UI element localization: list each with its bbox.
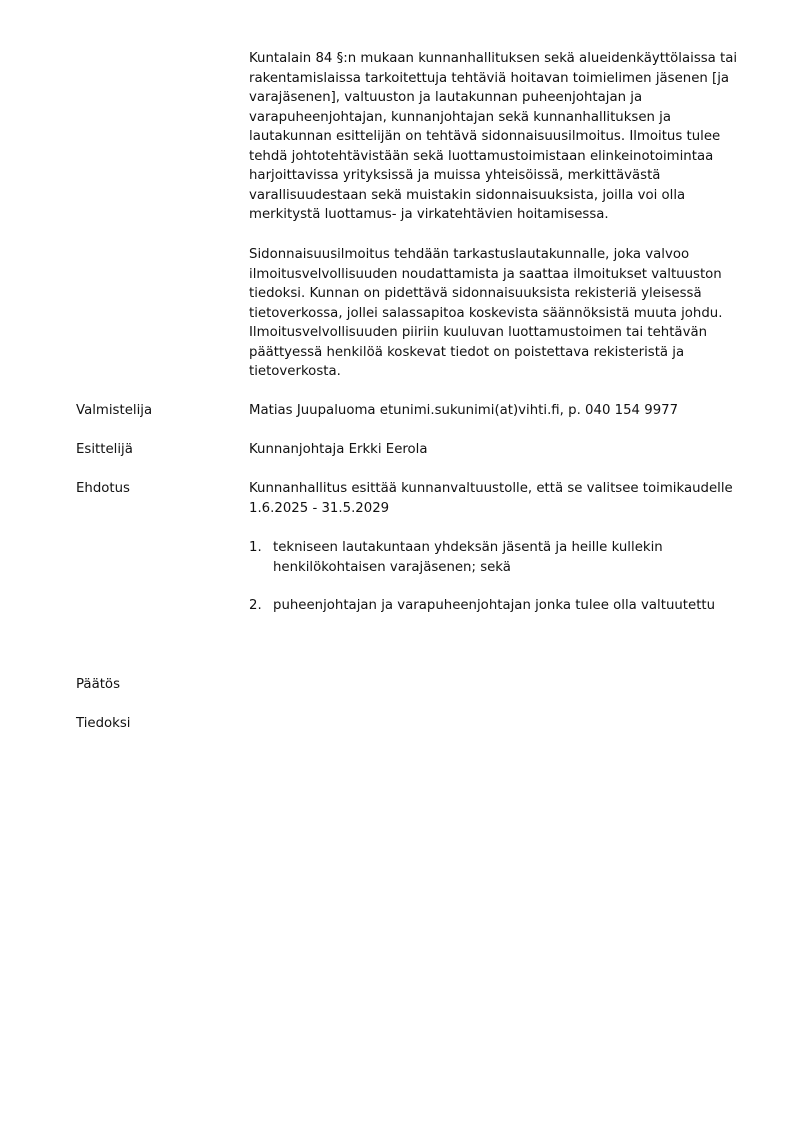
intro-paragraph-2 xyxy=(249,245,739,382)
valmistelija-value: Matias Juupaluoma etunimi.sukunimi(at)vihti.fi, p. 040 154 9977 xyxy=(249,403,679,418)
text-line: lautakunnan esittelijän on tehtävä sidonnaisuusilmoitus. Ilmoitus tulee xyxy=(249,129,721,144)
list-text xyxy=(273,596,739,616)
text-line: henkilökohtaisen varajäsenen; sekä xyxy=(273,559,511,575)
text-line: Kuntalain 84 §:n mukaan kunnanhallituksen sekä alueidenkäyttölaissa tai xyxy=(249,51,738,66)
text-line: Sidonnaisuusilmoitus tehdään tarkastuslautakunnalle, joka valvoo xyxy=(249,247,690,262)
esittelija-label: Esittelijä xyxy=(76,442,133,457)
ehdotus-label: Ehdotus xyxy=(76,481,130,496)
text-line: varajäsenen], valtuuston ja lautakunnan puheenjohtajan ja xyxy=(249,90,643,105)
text-line: rakentamislaissa tarkoitettuja tehtäviä hoitavan toimielimen jäsenen [ja xyxy=(249,70,730,86)
text-line: Kunnanhallitus esittää kunnanvaltuustolle, että se valitsee toimikaudelle xyxy=(249,481,733,496)
valmistelija-label: Valmistelija xyxy=(76,403,153,418)
text-line: tiedoksi. Kunnan on pidettävä sidonnaisuuksista rekisteriä yleisessä xyxy=(249,286,702,301)
list-item xyxy=(249,596,739,616)
text-line: varallisuudestaan sekä muistakin sidonnaisuuksista, joilla voi olla xyxy=(249,187,686,203)
text-line: tekniseen lautakuntaan yhdeksän jäsentä ja heille kullekin xyxy=(273,540,663,555)
text-line: päättyessä henkilöä koskevat tiedot on poistettava rekisteristä ja xyxy=(249,344,685,360)
text-line: Ilmoitusvelvollisuuden piiriin kuuluvan luottamustoimen tai tehtävän xyxy=(249,325,708,340)
list-item xyxy=(249,538,739,578)
text-line: ilmoitusvelvollisuuden noudattamista ja saattaa ilmoitukset valtuuston xyxy=(249,266,722,282)
text-line: varapuheenjohtajan, kunnanjohtajan sekä kunnanhallituksen ja xyxy=(249,109,672,125)
text-line: puheenjohtajan ja varapuheenjohtajan jonka tulee olla valtuutettu xyxy=(273,598,716,613)
text-line: tietoverkossa, jollei salassapitoa koskevista säännöksistä muuta johdu. xyxy=(249,305,723,321)
paatos-label: Päätös xyxy=(76,677,120,692)
list-number: 2. xyxy=(249,598,262,613)
text-line: tietoverkosta. xyxy=(249,364,341,379)
ehdotus-value xyxy=(249,479,739,518)
esittelija-value: Kunnanjohtaja Erkki Eerola xyxy=(249,442,428,457)
tiedoksi-label: Tiedoksi xyxy=(76,716,131,731)
intro-paragraph-1 xyxy=(249,49,739,225)
text-line: harjoittavissa yrityksissä ja muissa yhteisöissä, merkittävästä xyxy=(249,168,661,183)
text-line: merkitystä luottamus- ja virkatehtävien hoitamisessa. xyxy=(249,207,609,222)
list-number: 1. xyxy=(249,540,262,555)
text-line: 1.6.2025 - 31.5.2029 xyxy=(249,500,390,516)
list-text xyxy=(273,538,739,577)
text-line: tehdä johtotehtävistään sekä luottamustoimistaan elinkeinotoimintaa xyxy=(249,148,714,164)
